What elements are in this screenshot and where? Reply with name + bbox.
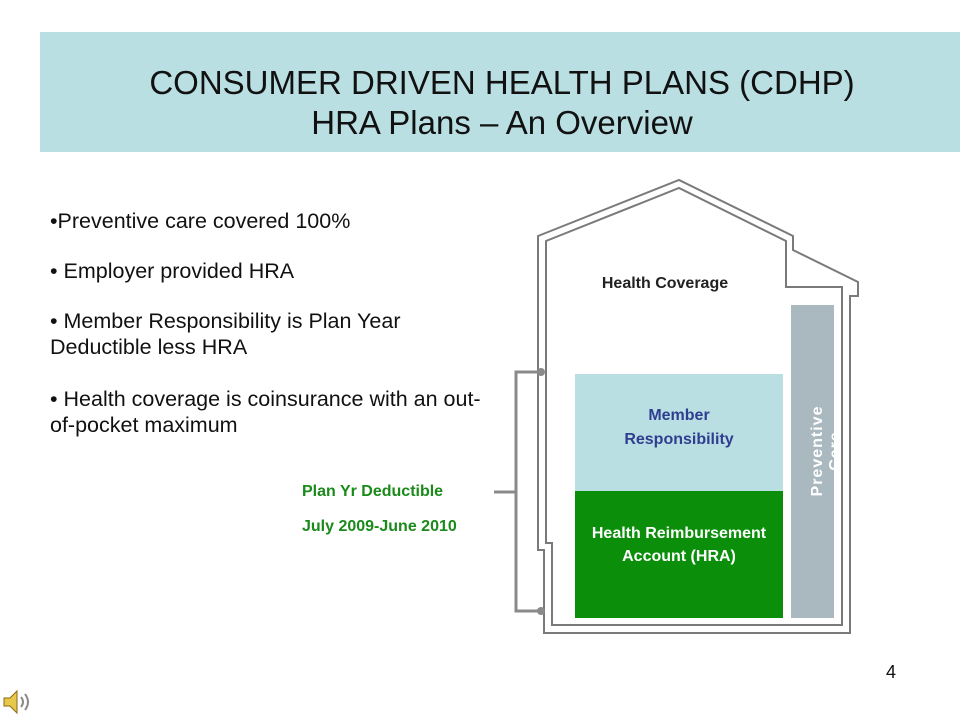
bracket-bottom-dot	[537, 607, 545, 615]
deductible-bracket	[494, 372, 541, 611]
slide-subtitle: HRA Plans – An Overview	[311, 104, 693, 141]
bullet-employer-hra: • Employer provided HRA	[50, 259, 295, 283]
deductible-period: July 2009-June 2010	[302, 518, 457, 535]
hra-label: Health Reimbursement Account (HRA)	[591, 525, 767, 565]
preventive-care-label: Preventive Care	[809, 405, 844, 497]
bracket-top-dot	[537, 368, 545, 376]
deductible-label: Plan Yr Deductible	[302, 483, 444, 500]
bullet-member-responsibility: • Member Responsibility is Plan Year Deductible less HRA	[50, 309, 401, 359]
slide-title: CONSUMER DRIVEN HEALTH PLANS (CDHP)	[149, 64, 855, 101]
bullet-preventive-care: •Preventive care covered 100%	[50, 209, 351, 233]
health-coverage-label: Health Coverage	[601, 275, 729, 292]
speaker-icon[interactable]	[2, 688, 36, 721]
page-number: 4	[886, 662, 897, 682]
bullet-health-coverage: • Health coverage is coinsurance with an out-of-pocket maximum	[50, 387, 481, 437]
member-responsibility-label: Member Responsibility	[624, 407, 734, 448]
